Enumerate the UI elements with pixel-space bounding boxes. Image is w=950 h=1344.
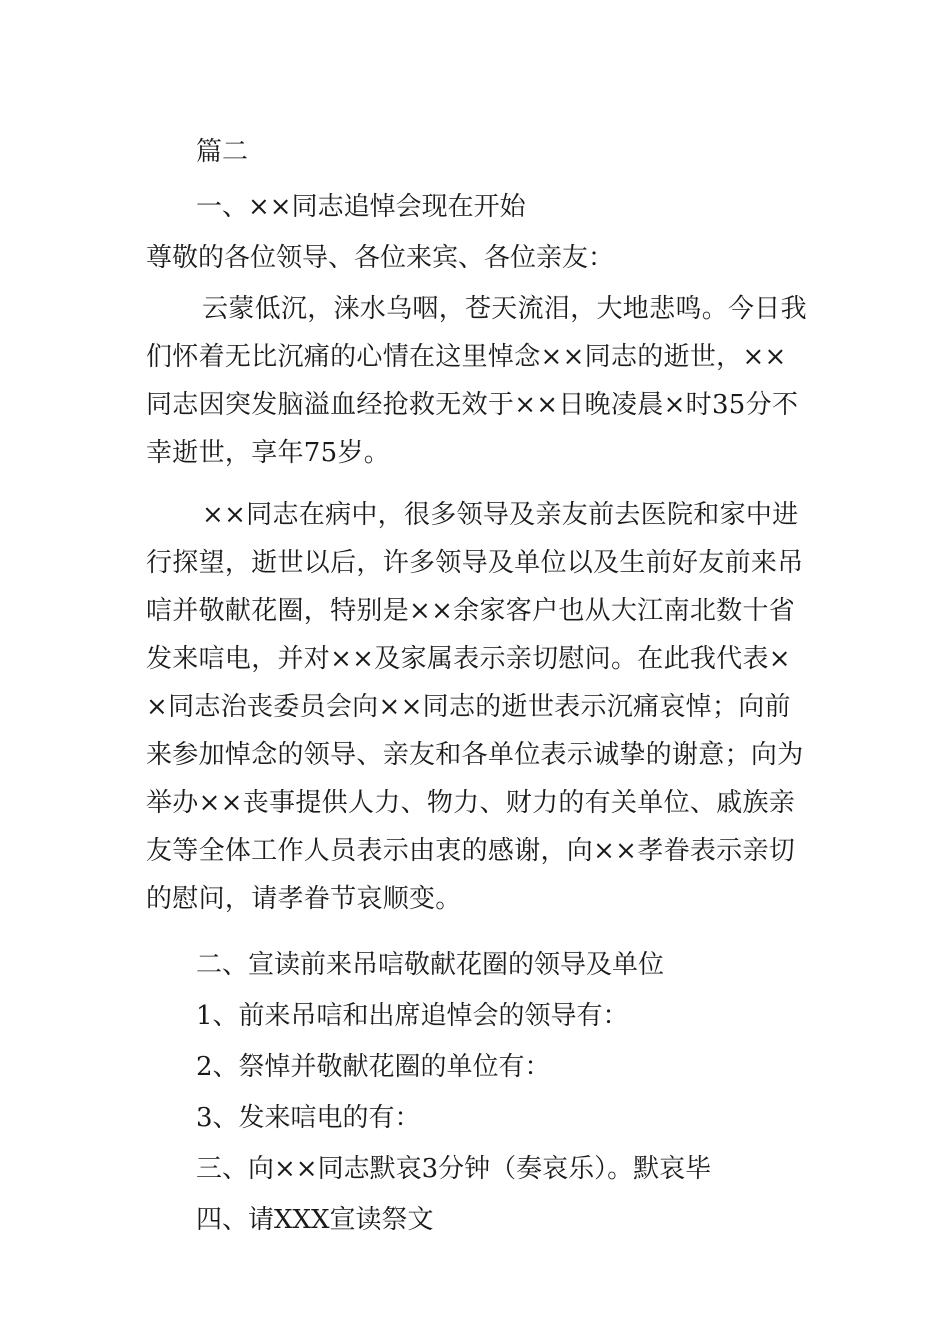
paragraph-line: 友等全体工作人员表示由衷的感谢，向××孝眷表示亲切 [146, 836, 796, 866]
sub-item-2: 2、祭悼并敬献花圈的单位有： [196, 1052, 551, 1082]
paragraph-line: 们怀着无比沉痛的心情在这里悼念××同志的逝世，×× [146, 342, 787, 372]
salutation: 尊敬的各位领导、各位来宾、各位亲友： [146, 243, 615, 273]
heading-item-3: 三、向××同志默哀3分钟（奏哀乐）。默哀毕 [196, 1154, 712, 1184]
paragraph-line: 发来唁电，并对××及家属表示亲切慰问。在此我代表× [146, 644, 791, 674]
sub-item-3: 3、发来唁电的有： [196, 1103, 421, 1133]
paragraph-line: 幸逝世，享年75岁。 [146, 438, 391, 468]
heading-item-4: 四、请XXX宣读祭文 [196, 1205, 434, 1235]
sub-item-1: 1、前来吊唁和出席追悼会的领导有： [196, 1001, 629, 1031]
paragraph-line: 同志因突发脑溢血经抢救无效于××日晚凌晨×时35分不 [146, 390, 799, 420]
paragraph-line: 的慰问，请孝眷节哀顺变。 [146, 884, 462, 914]
paragraph-1 [146, 285, 810, 477]
heading-item-2: 二、宣读前来吊唁敬献花圈的领导及单位 [196, 950, 665, 980]
paragraph-line: ××同志在病中，很多领导及亲友前去医院和家中进 [202, 500, 799, 530]
heading-item-1: 一、××同志追悼会现在开始 [196, 192, 526, 222]
paragraph-line: 举办××丧事提供人力、物力、财力的有关单位、戚族亲 [146, 788, 796, 818]
document-body [146, 128, 810, 1244]
paragraph-line: 云蒙低沉，涞水乌咽，苍天流泪，大地悲鸣。今日我 [202, 294, 807, 324]
paragraph-line: ×同志治丧委员会向××同志的逝世表示沉痛哀悼；向前 [146, 692, 791, 722]
paragraph-line: 行探望，逝世以后，许多领导及单位以及生前好友前来吊 [146, 548, 804, 578]
section-title: 篇二 [196, 137, 249, 167]
paragraph-2 [146, 491, 810, 923]
paragraph-line: 唁并敬献花圈，特别是××余家客户也从大江南北数十省 [146, 596, 796, 626]
paragraph-line: 来参加悼念的领导、亲友和各单位表示诚挚的谢意；向为 [146, 740, 804, 770]
